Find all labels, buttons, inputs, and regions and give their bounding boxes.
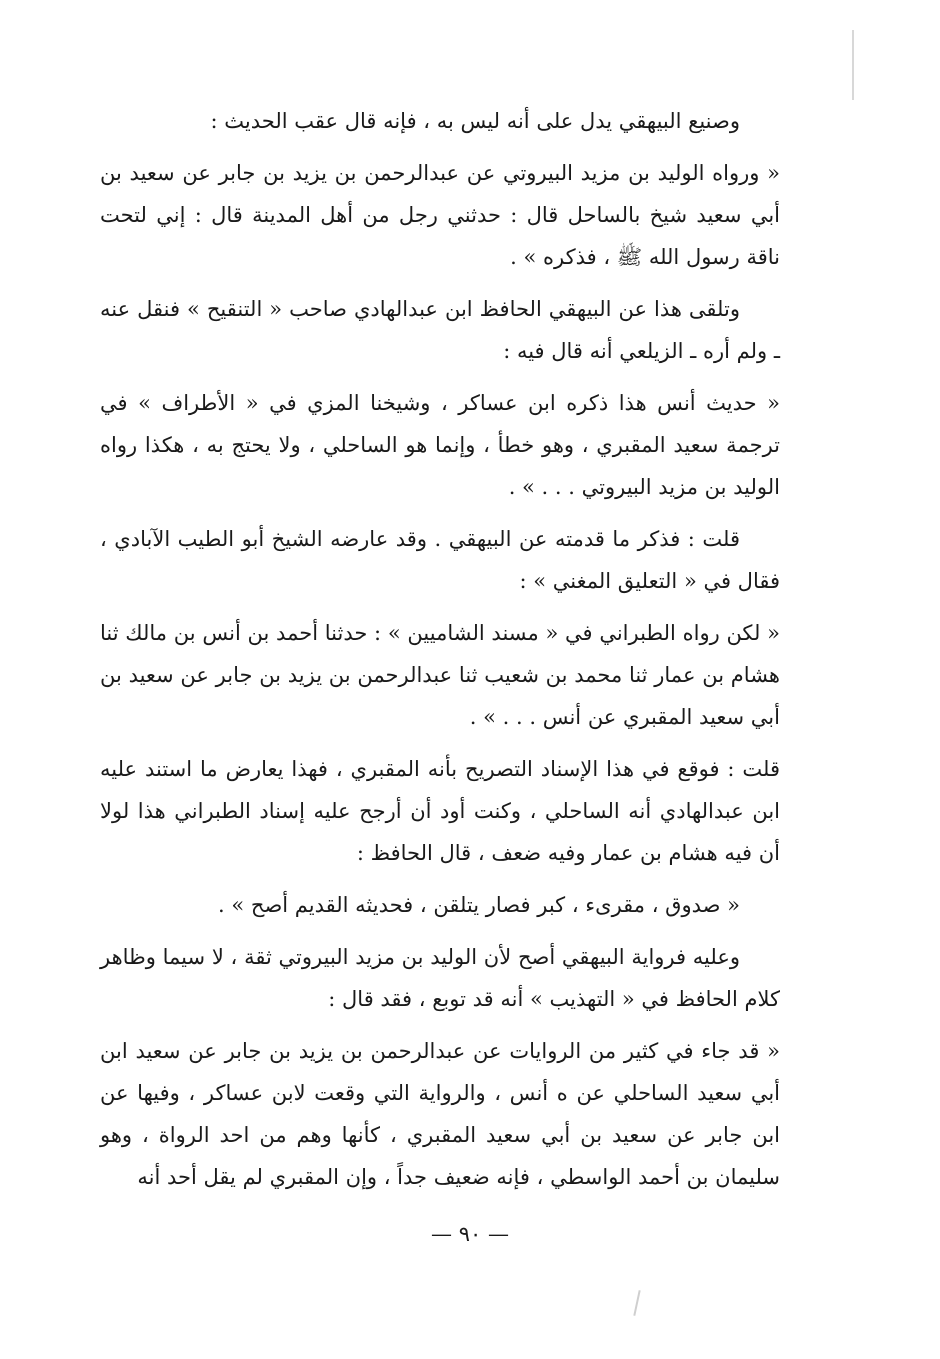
- quote-tabarani: « لكن رواه الطبراني في « مسند الشاميين » : حدثنا أحمد بن أنس بن مالك ثنا هشام بن عمار ثنا محمد بن شعيب ثنا عبدالرحمن بن يزيد بن جابر عن سعيد بن أبي سعيد المقبري عن أنس . . . » .: [100, 621, 780, 729]
- quote-tanqih: « حديث أنس هذا ذكره ابن عساكر ، وشيخنا المزي في « الأطراف » في ترجمة سعيد المقبري ، وهو خطأ ، وإنما هو الساحلي ، ولا يحتج به ، هكذا رواه الوليد بن مزيد البيروتي . . . » .: [100, 391, 780, 499]
- quote-hafiz: « صدوق ، مقرىء ، كبر فصار يتلقن ، فحديثه القديم أصح » .: [218, 893, 740, 917]
- scan-artifact-top: [852, 30, 854, 100]
- paragraph-isnad: قلت : فوقع في هذا الإسناد التصريح بأنه المقبري ، فهذا يعارض ما استند عليه ابن عبدالهادي أنه الساحلي ، وكنت أود أن أرجح عليه إسناد الطبراني هذا لولا أن فيه هشام بن عمار وفيه ضعف ، قال الحافظ :: [100, 757, 780, 865]
- quote-tahdhib: « قد جاء في كثير من الروايات عن عبدالرحمن بن يزيد بن جابر عن سعيد ابن أبي سعيد الساحلي عن ه أنس ، والرواية التي وقعت لابن عساكر ، وفيها عن ابن جابر عن سعيد بن أبي سعيد المقبري ، كأنها وهم من احد الرواة ، وهو سليمان بن أحمد الواسطي ، فإنه ضعيف جداً ، وإن المقبري لم يقل أحد أنه: [100, 1039, 780, 1189]
- paragraph-conclusion: وعليه فرواية البيهقي أصح لأن الوليد بن مزيد البيروتي ثقة ، لا سيما وظاهر كلام الحافظ في « التهذيب » أنه قد توبع ، فقد قال :: [100, 945, 780, 1011]
- page-number: — ٩٠ —: [431, 1222, 509, 1246]
- paragraph-ibn-abdulhadi: وتلقى هذا عن البيهقي الحافظ ابن عبدالهادي صاحب « التنقيح » فنقل عنه ـ ولم أره ـ الزيلعي أنه قال فيه :: [100, 297, 780, 363]
- scan-artifact-bottom: [633, 1290, 640, 1316]
- paragraph-intro: وصنيع البيهقي يدل على أنه ليس به ، فإنه قال عقب الحديث :: [210, 109, 740, 133]
- paragraph-abu-tayyib: قلت : فذكر ما قدمته عن البيهقي . وقد عارضه الشيخ أبو الطيب الآبادي ، فقال في « التعليق المغني » :: [100, 527, 780, 593]
- document-body: [100, 100, 780, 1208]
- quote-bayhaqi: « ورواه الوليد بن مزيد البيروتي عن عبدالرحمن بن يزيد بن جابر عن سعيد بن أبي سعيد شيخ بالساحل قال : حدثني رجل من أهل المدينة قال : إني لتحت ناقة رسول الله ﷺ ، فذكره » .: [100, 161, 780, 269]
